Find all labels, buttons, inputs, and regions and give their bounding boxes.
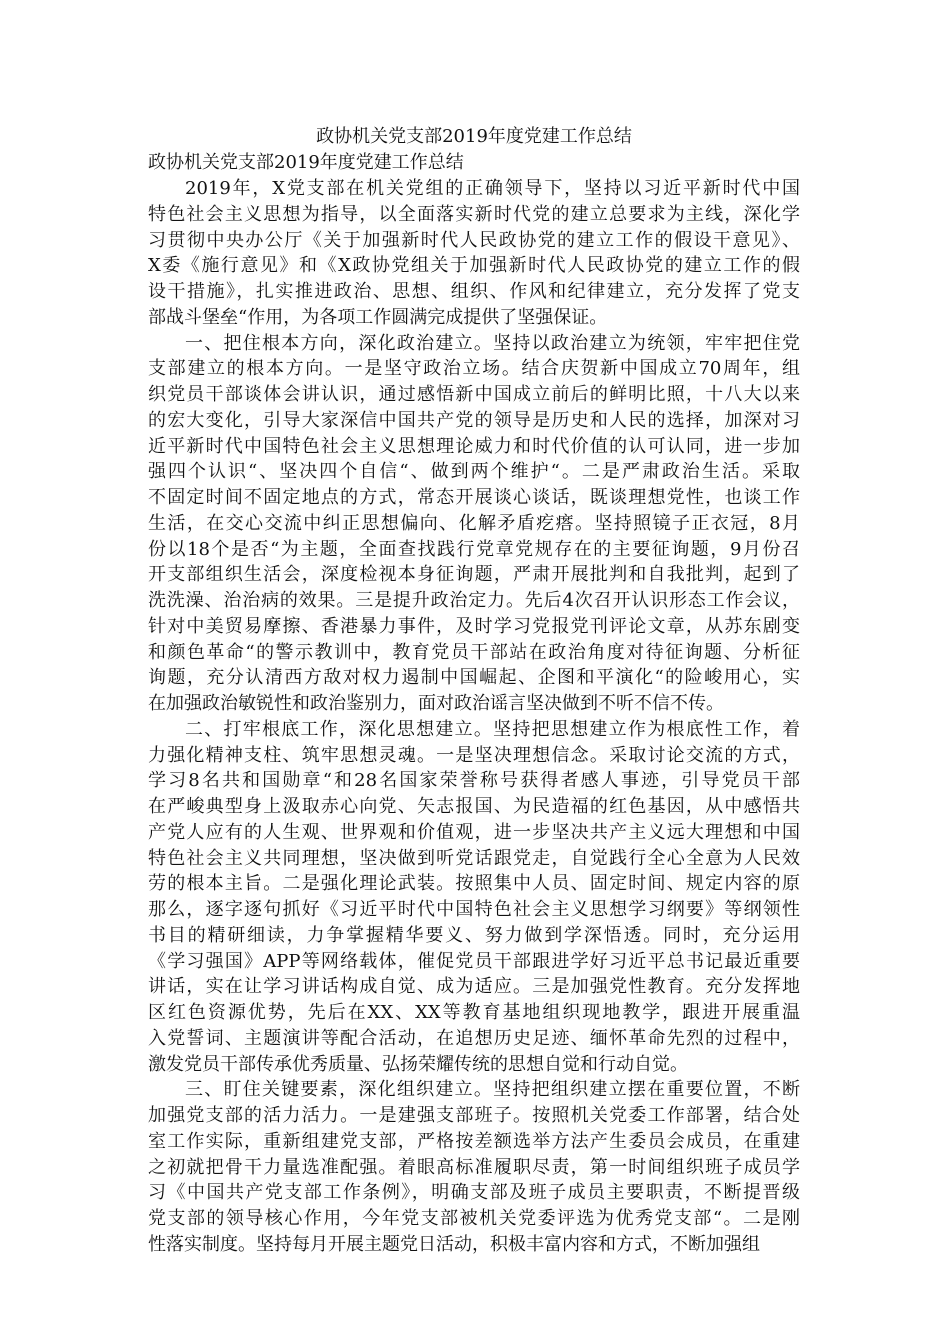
paragraph-line: 入党誓词、主题演讲等配合活动，在追想历史足迹、缅怀革命先烈的过程中， bbox=[148, 1027, 800, 1049]
paragraph-line: 讲话，实在让学习讲话构成自觉、成为适应。三是加强党性教育。充分发挥地 bbox=[148, 976, 800, 998]
paragraph-line: 室工作实际，重新组建党支部，严格按差额选举方法产生委员会成员，在重建 bbox=[148, 1130, 800, 1152]
paragraph-line: 之初就把骨干力量选准配强。着眼高标准履职尽责，第一时间组织班子成员学 bbox=[148, 1156, 800, 1178]
paragraph-line: 不固定时间不固定地点的方式，常态开展谈心谈话，既谈理想党性，也谈工作 bbox=[148, 487, 800, 508]
paragraph bbox=[148, 717, 800, 1078]
paragraph-list bbox=[148, 176, 800, 1258]
paragraph-line: 近平新时代中国特色社会主义思想理论威力和时代价值的认可认同，进一步加 bbox=[148, 435, 800, 457]
paragraph-line: 部战斗堡垒“作用，为各项工作圆满完成提供了坚强保证。 bbox=[148, 306, 608, 328]
paragraph-line: 份以18个是否“为主题，全面查找践行党章党规存在的主要征询题，9月份召 bbox=[148, 538, 800, 560]
document-body bbox=[148, 124, 800, 1258]
paragraph-line: 性落实制度。坚持每月开展主题党日活动，积极丰富内容和方式，不断加强组 bbox=[148, 1233, 760, 1255]
paragraph-line: 询题，充分认清西方敌对权力遏制中国崛起、企图和平演化“的险峻用心，实 bbox=[148, 667, 800, 689]
paragraph-line: 开支部组织生活会，深度检视本身征询题，严肃开展批判和自我批判，起到了 bbox=[148, 564, 800, 586]
paragraph-line: 特色社会主义思想为指导，以全面落实新时代党的建立总要求为主线，深化学 bbox=[148, 203, 800, 225]
paragraph-line: 的宏大变化，引导大家深信中国共产党的领导是历史和人民的选择，加深对习 bbox=[148, 409, 800, 431]
paragraph-line: 书目的精研细读，力争掌握精华要义、努力做到学深悟透。同时，充分运用 bbox=[148, 924, 800, 946]
paragraph-line: 在严峻典型身上汲取赤心向党、矢志报国、为民造福的红色基因，从中感悟共 bbox=[148, 796, 800, 817]
paragraph-line: 习贯彻中央办公厅《关于加强新时代人民政协党的建立工作的假设干意见》、 bbox=[148, 229, 800, 251]
paragraph bbox=[148, 176, 800, 331]
paragraph bbox=[148, 331, 800, 717]
paragraph-line: 那么，逐字逐句抓好《习近平时代中国特色社会主义思想学习纲要》等纲领性 bbox=[148, 899, 800, 920]
paragraph-line: 特色社会主义共同理想，坚决做到听党话跟党走，自觉践行全心全意为人民效 bbox=[148, 847, 800, 869]
paragraph-line: 区红色资源优势，先后在XX、XX等教育基地组织现地教学，跟进开展重温 bbox=[148, 1002, 800, 1023]
paragraph-line: 强四个认识“、坚决四个自信“、做到两个维护“。二是严肃政治生活。采取 bbox=[148, 461, 800, 483]
paragraph-line: 洗洗澡、治治病的效果。三是提升政治定力。先后4次召开认识形态工作会议， bbox=[148, 590, 800, 611]
paragraph-line: 党支部的领导核心作用，今年党支部被机关党委评选为优秀党支部“。二是刚 bbox=[148, 1208, 800, 1229]
paragraph-line: 在加强政治敏锐性和政治鉴别力，面对政治谣言坚决做到不听不信不传。 bbox=[148, 693, 724, 714]
paragraph-line: 《学习强国》APP等网络载体，催促党员干部跟进学好习近平总书记最近重要 bbox=[148, 950, 800, 972]
document-title: 政协机关党支部2019年度党建工作总结 bbox=[316, 126, 632, 147]
paragraph-line: 习《中国共产党支部工作条例》，明确支部及班子成员主要职责，不断提晋级 bbox=[148, 1182, 800, 1204]
paragraph-line: 激发党员干部传承优秀质量、弘扬荣耀传统的思想自觉和行动自觉。 bbox=[148, 1053, 688, 1075]
paragraph-line: 力强化精神支柱、筑牢思想灵魂。一是坚决理想信念。采取讨论交流的方式， bbox=[148, 744, 800, 766]
paragraph-line: 生活，在交心交流中纠正思想偏向、化解矛盾疙瘩。坚持照镜子正衣冠，8月 bbox=[148, 512, 800, 534]
paragraph-line: 产党人应有的人生观、世界观和价值观，进一步坚决共产主义远大理想和中国 bbox=[148, 821, 800, 843]
paragraph-line: 设干措施》，扎实推进政治、思想、组织、作风和纪律建立，充分发挥了党支 bbox=[148, 281, 800, 302]
paragraph-line: 劳的根本主旨。二是强化理论武装。按照集中人员、固定时间、规定内容的原 bbox=[148, 873, 800, 895]
paragraph-line: 加强党支部的活力活力。一是建强支部班子。按照机关党委工作部署，结合处 bbox=[148, 1105, 800, 1126]
document-subtitle: 政协机关党支部2019年度党建工作总结 bbox=[148, 152, 464, 173]
paragraph-line: X委《施行意见》和《X政协党组关于加强新时代人民政协党的建立工作的假 bbox=[148, 255, 800, 277]
paragraph-line: 支部建立的根本方向。一是坚守政治立场。结合庆贺新中国成立70周年，组 bbox=[148, 358, 800, 380]
paragraph-line: 三、盯住关键要素，深化组织建立。坚持把组织建立摆在重要位置，不断 bbox=[185, 1079, 800, 1101]
paragraph-line: 和颜色革命“的警示教训中，教育党员干部站在政治角度对待征询题、分析征 bbox=[148, 641, 800, 663]
paragraph-line: 2019年，X党支部在机关党组的正确领导下，坚持以习近平新时代中国 bbox=[185, 178, 800, 199]
paragraph-line: 织党员干部谈体会讲认识，通过感悟新中国成立前后的鲜明比照，十八大以来 bbox=[148, 384, 800, 405]
paragraph-line: 二、打牢根底工作，深化思想建立。坚持把思想建立作为根底性工作，着 bbox=[185, 718, 800, 740]
paragraph-line: 针对中美贸易摩擦、香港暴力事件，及时学习党报党刊评论文章，从苏东剧变 bbox=[148, 615, 800, 637]
paragraph-line: 学习8名共和国勋章“和28名国家荣誉称号获得者感人事迹，引导党员干部 bbox=[148, 770, 800, 792]
paragraph bbox=[148, 1077, 800, 1257]
paragraph-line: 一、把住根本方向，深化政治建立。坚持以政治建立为统领，牢牢把住党 bbox=[185, 332, 800, 354]
